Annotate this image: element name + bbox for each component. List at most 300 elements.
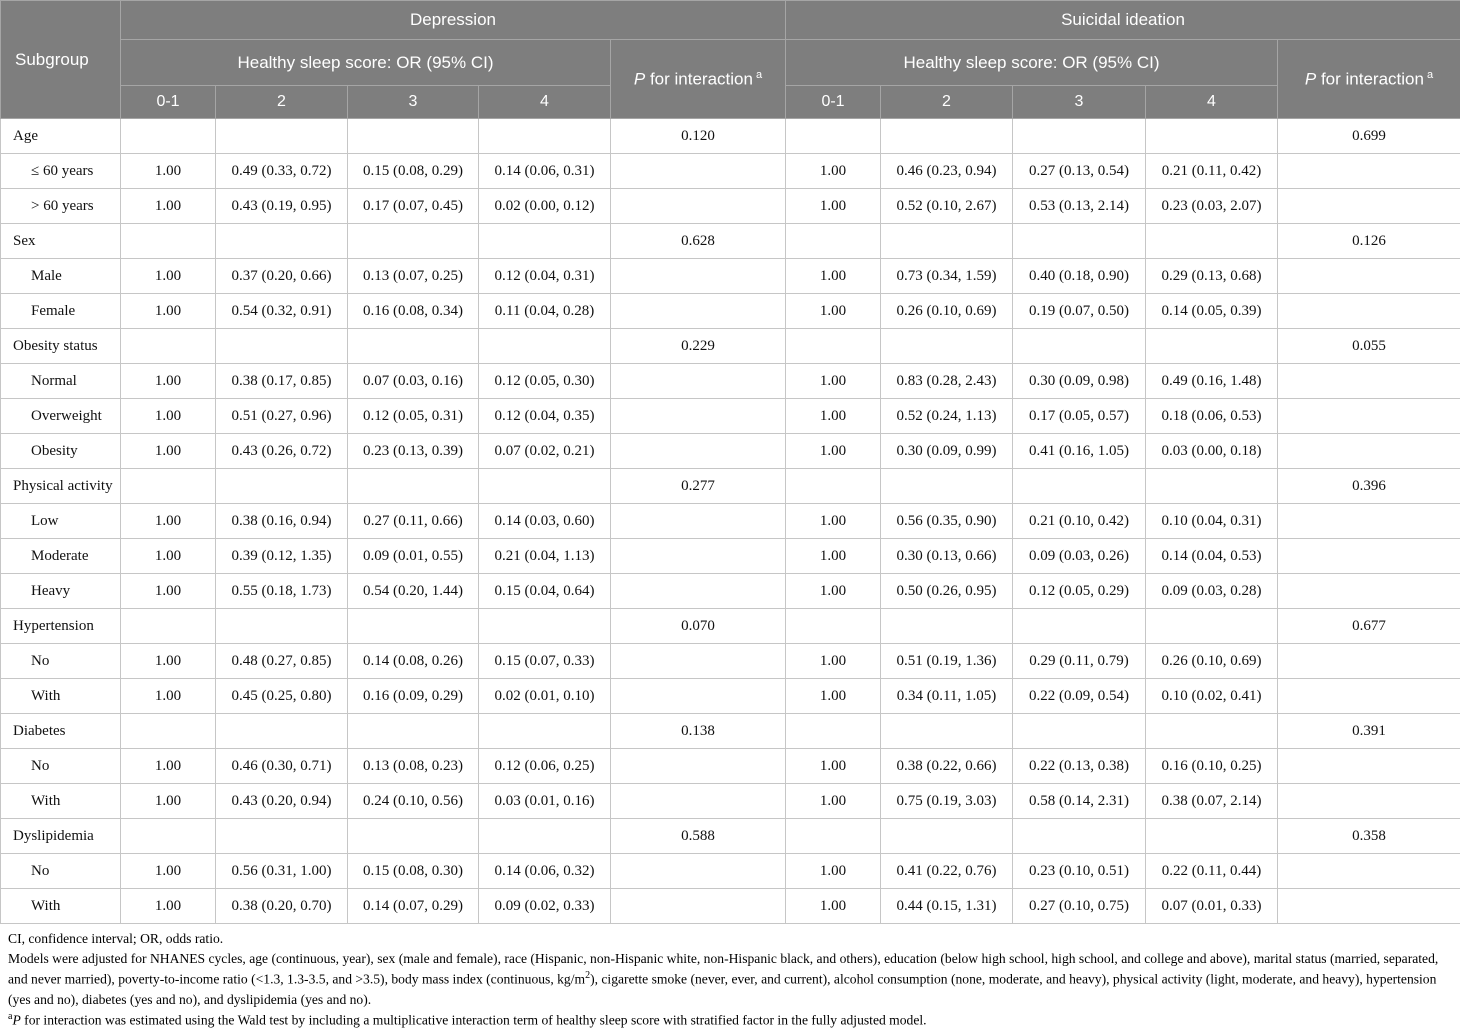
- suicidal-or-cell: 0.17 (0.05, 0.57): [1013, 399, 1146, 434]
- depression-or-cell: 0.14 (0.06, 0.31): [479, 154, 611, 189]
- suicidal-or-cell: 0.22 (0.11, 0.44): [1146, 854, 1278, 889]
- table-body: [1, 119, 1460, 924]
- data-row: [1, 784, 1460, 819]
- footnote-adjustments: Models were adjusted for NHANES cycles, age (continuous, year), sex (male and female), race (Hispanic, non-Hispanic white, non-Hispanic black, and others), education (below high school, high school, and college and above), marital status (married, separated, and never married), poverty-to-income ratio (<1.3, 1.3-3.5, and >3.5), body mass index (continuous, $kg/m^2$), cigarette smoke (never, ever, and current), alcohol consumption (none, moderate, and heavy), physical activity (light, moderate, and heavy), hypertension (yes and no), diabetes (yes and no), and dyslipidemia (yes and no).: [8, 949, 1450, 1010]
- suicidal-p-value-cell: [1278, 189, 1460, 224]
- footnote-abbreviations: CI, confidence interval; OR, odds ratio.: [8, 929, 1450, 949]
- depression-or-cell: 1.00: [121, 539, 216, 574]
- suicidal-p-value-cell: [1278, 749, 1460, 784]
- suicidal-or-cell: 0.07 (0.01, 0.33): [1146, 889, 1278, 924]
- depression-p-value-cell: 0.628: [611, 224, 786, 259]
- data-row: [1, 364, 1460, 399]
- suicidal-or-cell: [1146, 609, 1278, 644]
- suicidal-p-value-cell: 0.396: [1278, 469, 1460, 504]
- depression-or-cell: 0.54 (0.32, 0.91): [216, 294, 348, 329]
- suicidal-or-cell: 0.52 (0.24, 1.13): [881, 399, 1013, 434]
- depression-p-value-cell: [611, 749, 786, 784]
- depression-or-cell: [348, 609, 479, 644]
- subgroup-label: Overweight: [1, 399, 121, 434]
- depression-p-value-cell: 0.588: [611, 819, 786, 854]
- suicidal-or-cell: 0.22 (0.13, 0.38): [1013, 749, 1146, 784]
- depression-p-value-cell: [611, 784, 786, 819]
- group-row: [1, 609, 1460, 644]
- depression-or-cell: 1.00: [121, 574, 216, 609]
- depression-or-cell: 0.12 (0.05, 0.30): [479, 364, 611, 399]
- depression-or-cell: 1.00: [121, 784, 216, 819]
- depression-or-cell: [121, 329, 216, 364]
- suicidal-or-cell: 0.34 (0.11, 1.05): [881, 679, 1013, 714]
- depression-or-cell: 0.12 (0.04, 0.35): [479, 399, 611, 434]
- depression-or-cell: [479, 224, 611, 259]
- depression-or-cell: 0.13 (0.08, 0.23): [348, 749, 479, 784]
- data-row: [1, 679, 1460, 714]
- suicidal-or-cell: 0.50 (0.26, 0.95): [881, 574, 1013, 609]
- suicidal-or-cell: 0.23 (0.03, 2.07): [1146, 189, 1278, 224]
- suicidal-or-cell: [1146, 819, 1278, 854]
- group-row: [1, 329, 1460, 364]
- suicidal-or-cell: 1.00: [786, 154, 881, 189]
- suicidal-or-cell: 0.58 (0.14, 2.31): [1013, 784, 1146, 819]
- depression-or-cell: 0.11 (0.04, 0.28): [479, 294, 611, 329]
- subgroup-label: With: [1, 889, 121, 924]
- suicidal-p-value-cell: 0.677: [1278, 609, 1460, 644]
- depression-or-cell: [216, 609, 348, 644]
- depression-or-cell: [216, 119, 348, 154]
- depression-or-cell: 0.23 (0.13, 0.39): [348, 434, 479, 469]
- depression-or-cell: 0.07 (0.02, 0.21): [479, 434, 611, 469]
- depression-p-value-cell: 0.120: [611, 119, 786, 154]
- suicidal-or-cell: 0.46 (0.23, 0.94): [881, 154, 1013, 189]
- suicidal-p-value-cell: [1278, 574, 1460, 609]
- suicidal-or-cell: [1013, 469, 1146, 504]
- suicidal-p-interaction-header: [1278, 40, 1460, 119]
- depression-level-3-header: 3: [348, 86, 479, 119]
- depression-or-cell: 0.24 (0.10, 0.56): [348, 784, 479, 819]
- depression-or-cell: 0.15 (0.07, 0.33): [479, 644, 611, 679]
- depression-or-cell: 0.56 (0.31, 1.00): [216, 854, 348, 889]
- data-row: [1, 644, 1460, 679]
- data-row: [1, 399, 1460, 434]
- suicidal-or-cell: [786, 119, 881, 154]
- depression-or-cell: [479, 329, 611, 364]
- group-row: [1, 469, 1460, 504]
- depression-or-cell: 0.43 (0.19, 0.95): [216, 189, 348, 224]
- depression-p-value-cell: [611, 189, 786, 224]
- depression-or-cell: 0.14 (0.06, 0.32): [479, 854, 611, 889]
- suicidal-or-cell: 0.14 (0.04, 0.53): [1146, 539, 1278, 574]
- table-footnotes: [0, 924, 1460, 1031]
- depression-or-cell: [121, 714, 216, 749]
- subgroup-label: With: [1, 784, 121, 819]
- suicidal-or-cell: 0.51 (0.19, 1.36): [881, 644, 1013, 679]
- subgroup-label: No: [1, 854, 121, 889]
- suicidal-p-value-cell: [1278, 539, 1460, 574]
- depression-or-cell: 1.00: [121, 749, 216, 784]
- depression-or-cell: 1.00: [121, 889, 216, 924]
- data-row: [1, 854, 1460, 889]
- suicidal-or-cell: [1146, 119, 1278, 154]
- suicidal-or-cell: 0.10 (0.04, 0.31): [1146, 504, 1278, 539]
- data-row: [1, 889, 1460, 924]
- subgroup-label: Obesity status: [1, 329, 121, 364]
- suicidal-or-cell: 0.16 (0.10, 0.25): [1146, 749, 1278, 784]
- depression-or-cell: [348, 469, 479, 504]
- suicidal-p-value-cell: [1278, 784, 1460, 819]
- depression-or-cell: 1.00: [121, 504, 216, 539]
- suicidal-p-value-cell: 0.055: [1278, 329, 1460, 364]
- suicidal-or-cell: 0.30 (0.13, 0.66): [881, 539, 1013, 574]
- depression-or-cell: 1.00: [121, 294, 216, 329]
- depression-or-cell: 1.00: [121, 259, 216, 294]
- suicidal-or-cell: [881, 714, 1013, 749]
- suicidal-or-cell: 0.14 (0.05, 0.39): [1146, 294, 1278, 329]
- depression-or-cell: 0.16 (0.08, 0.34): [348, 294, 479, 329]
- depression-or-cell: 0.21 (0.04, 1.13): [479, 539, 611, 574]
- depression-or-cell: 1.00: [121, 679, 216, 714]
- depression-p-value-cell: [611, 259, 786, 294]
- suicidal-or-cell: 0.52 (0.10, 2.67): [881, 189, 1013, 224]
- data-row: [1, 259, 1460, 294]
- suicidal-or-cell: [881, 469, 1013, 504]
- subgroup-label: Diabetes: [1, 714, 121, 749]
- depression-or-cell: [216, 224, 348, 259]
- depression-or-cell: [216, 819, 348, 854]
- subgroup-label: ≤ 60 years: [1, 154, 121, 189]
- subgroup-label: Heavy: [1, 574, 121, 609]
- group-row: [1, 224, 1460, 259]
- suicidal-or-cell: 0.49 (0.16, 1.48): [1146, 364, 1278, 399]
- suicidal-or-cell: 0.53 (0.13, 2.14): [1013, 189, 1146, 224]
- suicidal-or-cell: 0.27 (0.10, 0.75): [1013, 889, 1146, 924]
- suicidal-or-cell: 0.38 (0.07, 2.14): [1146, 784, 1278, 819]
- depression-or-cell: 0.17 (0.07, 0.45): [348, 189, 479, 224]
- p-label: for interaction: [645, 69, 753, 88]
- depression-p-interaction-header: [611, 40, 786, 119]
- depression-p-value-cell: [611, 154, 786, 189]
- depression-or-cell: 1.00: [121, 189, 216, 224]
- p-label: for interaction: [1316, 69, 1424, 88]
- depression-p-value-cell: [611, 854, 786, 889]
- suicidal-p-value-cell: [1278, 154, 1460, 189]
- subgroup-label: Dyslipidemia: [1, 819, 121, 854]
- suicidal-or-cell: 0.27 (0.13, 0.54): [1013, 154, 1146, 189]
- suicidal-or-cell: 0.30 (0.09, 0.99): [881, 434, 1013, 469]
- depression-or-cell: [348, 329, 479, 364]
- depression-or-cell: [216, 329, 348, 364]
- depression-or-cell: 0.38 (0.17, 0.85): [216, 364, 348, 399]
- header-row-measures: [1, 40, 1460, 86]
- depression-or-cell: [216, 469, 348, 504]
- depression-or-cell: 0.55 (0.18, 1.73): [216, 574, 348, 609]
- p-symbol: P: [12, 1013, 20, 1028]
- suicidal-or-cell: 1.00: [786, 294, 881, 329]
- suicidal-or-cell: [786, 224, 881, 259]
- depression-or-cell: [121, 609, 216, 644]
- suicidal-or-cell: [786, 609, 881, 644]
- suicidal-or-cell: [786, 329, 881, 364]
- suicidal-or-cell: [786, 714, 881, 749]
- suicidal-or-cell: 0.56 (0.35, 0.90): [881, 504, 1013, 539]
- depression-or-cell: 1.00: [121, 399, 216, 434]
- depression-or-cell: [348, 224, 479, 259]
- suicidal-p-value-cell: 0.699: [1278, 119, 1460, 154]
- depression-or-cell: 0.13 (0.07, 0.25): [348, 259, 479, 294]
- depression-or-cell: 1.00: [121, 854, 216, 889]
- depression-or-cell: 0.43 (0.26, 0.72): [216, 434, 348, 469]
- suicidal-p-value-cell: [1278, 364, 1460, 399]
- depression-or-cell: 0.51 (0.27, 0.96): [216, 399, 348, 434]
- depression-or-cell: 0.12 (0.04, 0.31): [479, 259, 611, 294]
- suicidal-or-cell: [1013, 224, 1146, 259]
- depression-or-cell: [479, 819, 611, 854]
- subgroup-label: Age: [1, 119, 121, 154]
- suicidal-level-2-header: 2: [881, 86, 1013, 119]
- depression-or-cell: [216, 714, 348, 749]
- suicidal-or-cell: [1013, 609, 1146, 644]
- suicidal-or-cell: 0.09 (0.03, 0.26): [1013, 539, 1146, 574]
- subgroup-label: > 60 years: [1, 189, 121, 224]
- data-row: [1, 294, 1460, 329]
- superscript-2: 2: [585, 970, 590, 981]
- depression-or-cell: 0.09 (0.01, 0.55): [348, 539, 479, 574]
- subgroup-label: No: [1, 749, 121, 784]
- depression-p-value-cell: [611, 644, 786, 679]
- suicidal-p-value-cell: [1278, 294, 1460, 329]
- depression-or-cell: [348, 714, 479, 749]
- depression-or-cell: 0.15 (0.04, 0.64): [479, 574, 611, 609]
- suicidal-or-cell: [1013, 714, 1146, 749]
- suicidal-or-cell: 0.18 (0.06, 0.53): [1146, 399, 1278, 434]
- suicidal-or-cell: 0.30 (0.09, 0.98): [1013, 364, 1146, 399]
- depression-or-cell: 0.39 (0.12, 1.35): [216, 539, 348, 574]
- depression-or-cell: 0.15 (0.08, 0.29): [348, 154, 479, 189]
- subgroup-label: Hypertension: [1, 609, 121, 644]
- suicidal-or-cell: [881, 329, 1013, 364]
- data-row: [1, 189, 1460, 224]
- suicidal-or-cell: 1.00: [786, 784, 881, 819]
- depression-or-cell: 0.15 (0.08, 0.30): [348, 854, 479, 889]
- suicidal-or-cell: 0.75 (0.19, 3.03): [881, 784, 1013, 819]
- suicidal-level-0-1-header: 0-1: [786, 86, 881, 119]
- depression-or-cell: 0.12 (0.05, 0.31): [348, 399, 479, 434]
- depression-or-cell: 1.00: [121, 154, 216, 189]
- depression-or-cell: 0.16 (0.09, 0.29): [348, 679, 479, 714]
- suicidal-or-cell: [1146, 224, 1278, 259]
- footnote-marker: a: [8, 1011, 12, 1022]
- depression-p-value-cell: [611, 434, 786, 469]
- depression-or-cell: 0.38 (0.16, 0.94): [216, 504, 348, 539]
- depression-or-cell: 0.14 (0.07, 0.29): [348, 889, 479, 924]
- footnote-wald-test: $^a$P for interaction was estimated using the Wald test by including a multiplicative interaction term of healthy sleep score with stratified factor in the fully adjusted model.: [8, 1010, 1450, 1031]
- data-row: [1, 504, 1460, 539]
- depression-p-value-cell: 0.070: [611, 609, 786, 644]
- depression-or-cell: 0.54 (0.20, 1.44): [348, 574, 479, 609]
- suicidal-or-cell: 1.00: [786, 749, 881, 784]
- subgroup-label: Moderate: [1, 539, 121, 574]
- depression-level-2-header: 2: [216, 86, 348, 119]
- depression-or-cell: 0.07 (0.03, 0.16): [348, 364, 479, 399]
- suicidal-or-cell: [786, 819, 881, 854]
- suicidal-p-value-cell: [1278, 889, 1460, 924]
- depression-or-cell: 1.00: [121, 644, 216, 679]
- suicidal-or-cell: 0.41 (0.16, 1.05): [1013, 434, 1146, 469]
- suicidal-or-cell: 0.44 (0.15, 1.31): [881, 889, 1013, 924]
- suicidal-or-cell: 1.00: [786, 364, 881, 399]
- depression-or-cell: [479, 119, 611, 154]
- depression-p-value-cell: 0.138: [611, 714, 786, 749]
- suicidal-or-cell: 1.00: [786, 504, 881, 539]
- suicidal-or-cell: 1.00: [786, 259, 881, 294]
- suicidal-p-value-cell: [1278, 854, 1460, 889]
- p-symbol: P: [634, 69, 645, 88]
- depression-or-cell: 0.46 (0.30, 0.71): [216, 749, 348, 784]
- suicidal-or-cell: 0.03 (0.00, 0.18): [1146, 434, 1278, 469]
- subgroup-column-header: Subgroup: [1, 1, 121, 119]
- suicidal-or-cell: [881, 119, 1013, 154]
- depression-or-cell: 0.49 (0.33, 0.72): [216, 154, 348, 189]
- depression-p-value-cell: [611, 294, 786, 329]
- depression-or-cell: 0.14 (0.08, 0.26): [348, 644, 479, 679]
- suicidal-p-value-cell: [1278, 679, 1460, 714]
- suicidal-or-cell: [881, 224, 1013, 259]
- suicidal-p-value-cell: [1278, 504, 1460, 539]
- subgroup-label: Female: [1, 294, 121, 329]
- suicidal-or-cell: [1146, 469, 1278, 504]
- depression-or-cell: 0.09 (0.02, 0.33): [479, 889, 611, 924]
- subgroup-label: Low: [1, 504, 121, 539]
- depression-or-cell: 0.37 (0.20, 0.66): [216, 259, 348, 294]
- subgroup-label: Physical activity: [1, 469, 121, 504]
- depression-p-value-cell: [611, 504, 786, 539]
- suicidal-or-cell: [881, 819, 1013, 854]
- suicidal-or-cell: 1.00: [786, 399, 881, 434]
- suicidal-or-cell: 0.41 (0.22, 0.76): [881, 854, 1013, 889]
- data-row: [1, 434, 1460, 469]
- suicidal-level-3-header: 3: [1013, 86, 1146, 119]
- suicidal-or-cell: [1013, 819, 1146, 854]
- depression-or-cell: [121, 224, 216, 259]
- depression-or-cell: 0.43 (0.20, 0.94): [216, 784, 348, 819]
- suicidal-or-cell: 1.00: [786, 854, 881, 889]
- suicidal-or-cell: [1013, 119, 1146, 154]
- depression-or-cell: 0.03 (0.01, 0.16): [479, 784, 611, 819]
- depression-or-cell: [121, 119, 216, 154]
- depression-or-cell: [479, 714, 611, 749]
- suicidal-or-cell: 0.22 (0.09, 0.54): [1013, 679, 1146, 714]
- depression-or-cell: 0.38 (0.20, 0.70): [216, 889, 348, 924]
- suicidal-or-cell: 1.00: [786, 434, 881, 469]
- suicidal-or-cell: 0.10 (0.02, 0.41): [1146, 679, 1278, 714]
- suicidal-p-value-cell: [1278, 259, 1460, 294]
- depression-p-value-cell: [611, 364, 786, 399]
- suicidal-or-cell: 1.00: [786, 189, 881, 224]
- depression-or-cell: [479, 609, 611, 644]
- depression-or-cell: [121, 819, 216, 854]
- depression-or-cell: 0.48 (0.27, 0.85): [216, 644, 348, 679]
- suicidal-or-cell: 1.00: [786, 679, 881, 714]
- depression-p-value-cell: [611, 399, 786, 434]
- depression-or-cell: [121, 469, 216, 504]
- suicidal-or-cell: [881, 609, 1013, 644]
- depression-p-value-cell: 0.277: [611, 469, 786, 504]
- depression-p-value-cell: [611, 889, 786, 924]
- suicidal-or-cell: 0.29 (0.13, 0.68): [1146, 259, 1278, 294]
- data-row: [1, 749, 1460, 784]
- depression-level-0-1-header: 0-1: [121, 86, 216, 119]
- depression-section-header: Depression: [121, 1, 786, 40]
- subgroup-label: Obesity: [1, 434, 121, 469]
- suicidal-p-value-cell: 0.126: [1278, 224, 1460, 259]
- depression-p-value-cell: 0.229: [611, 329, 786, 364]
- depression-or-cell: [348, 819, 479, 854]
- header-row-sections: [1, 1, 1460, 40]
- depression-or-cell: 1.00: [121, 434, 216, 469]
- depression-or-cell: 0.02 (0.01, 0.10): [479, 679, 611, 714]
- suicidal-or-cell: [1146, 714, 1278, 749]
- suicidal-or-cell: 0.40 (0.18, 0.90): [1013, 259, 1146, 294]
- suicidal-or-cell: 0.21 (0.10, 0.42): [1013, 504, 1146, 539]
- suicidal-level-4-header: 4: [1146, 86, 1278, 119]
- suicidal-p-value-cell: [1278, 434, 1460, 469]
- p-symbol: P: [1305, 69, 1316, 88]
- suicidal-or-cell: 1.00: [786, 889, 881, 924]
- depression-or-cell: [348, 119, 479, 154]
- suicidal-p-value-cell: [1278, 399, 1460, 434]
- group-row: [1, 119, 1460, 154]
- subgroup-label: No: [1, 644, 121, 679]
- suicidal-sleep-score-header: Healthy sleep score: OR (95% CI): [786, 40, 1278, 86]
- data-row: [1, 539, 1460, 574]
- depression-sleep-score-header: Healthy sleep score: OR (95% CI): [121, 40, 611, 86]
- depression-or-cell: 0.27 (0.11, 0.66): [348, 504, 479, 539]
- suicidal-or-cell: 0.19 (0.07, 0.50): [1013, 294, 1146, 329]
- suicidal-or-cell: [1146, 329, 1278, 364]
- suicidal-or-cell: 1.00: [786, 539, 881, 574]
- group-row: [1, 819, 1460, 854]
- suicidal-or-cell: 0.12 (0.05, 0.29): [1013, 574, 1146, 609]
- suicidal-or-cell: 0.23 (0.10, 0.51): [1013, 854, 1146, 889]
- footnote-marker: a: [1427, 69, 1433, 81]
- depression-p-value-cell: [611, 679, 786, 714]
- subgroup-label: Sex: [1, 224, 121, 259]
- depression-or-cell: 1.00: [121, 364, 216, 399]
- suicidal-or-cell: 0.26 (0.10, 0.69): [881, 294, 1013, 329]
- suicidal-or-cell: [1013, 329, 1146, 364]
- suicidal-or-cell: 0.38 (0.22, 0.66): [881, 749, 1013, 784]
- suicidal-or-cell: 0.29 (0.11, 0.79): [1013, 644, 1146, 679]
- subgroup-label: Male: [1, 259, 121, 294]
- suicidal-or-cell: 0.83 (0.28, 2.43): [881, 364, 1013, 399]
- table-header: [1, 1, 1460, 119]
- depression-or-cell: 0.14 (0.03, 0.60): [479, 504, 611, 539]
- data-row: [1, 574, 1460, 609]
- depression-level-4-header: 4: [479, 86, 611, 119]
- suicidal-or-cell: 0.21 (0.11, 0.42): [1146, 154, 1278, 189]
- suicidal-or-cell: [786, 469, 881, 504]
- suicidal-or-cell: 1.00: [786, 644, 881, 679]
- depression-or-cell: 0.45 (0.25, 0.80): [216, 679, 348, 714]
- suicidal-or-cell: 0.09 (0.03, 0.28): [1146, 574, 1278, 609]
- footnote-marker: a: [756, 69, 762, 81]
- suicidal-ideation-section-header: Suicidal ideation: [786, 1, 1460, 40]
- depression-or-cell: 0.02 (0.00, 0.12): [479, 189, 611, 224]
- suicidal-or-cell: 0.26 (0.10, 0.69): [1146, 644, 1278, 679]
- suicidal-p-value-cell: 0.358: [1278, 819, 1460, 854]
- suicidal-p-value-cell: [1278, 644, 1460, 679]
- depression-p-value-cell: [611, 574, 786, 609]
- depression-or-cell: [479, 469, 611, 504]
- group-row: [1, 714, 1460, 749]
